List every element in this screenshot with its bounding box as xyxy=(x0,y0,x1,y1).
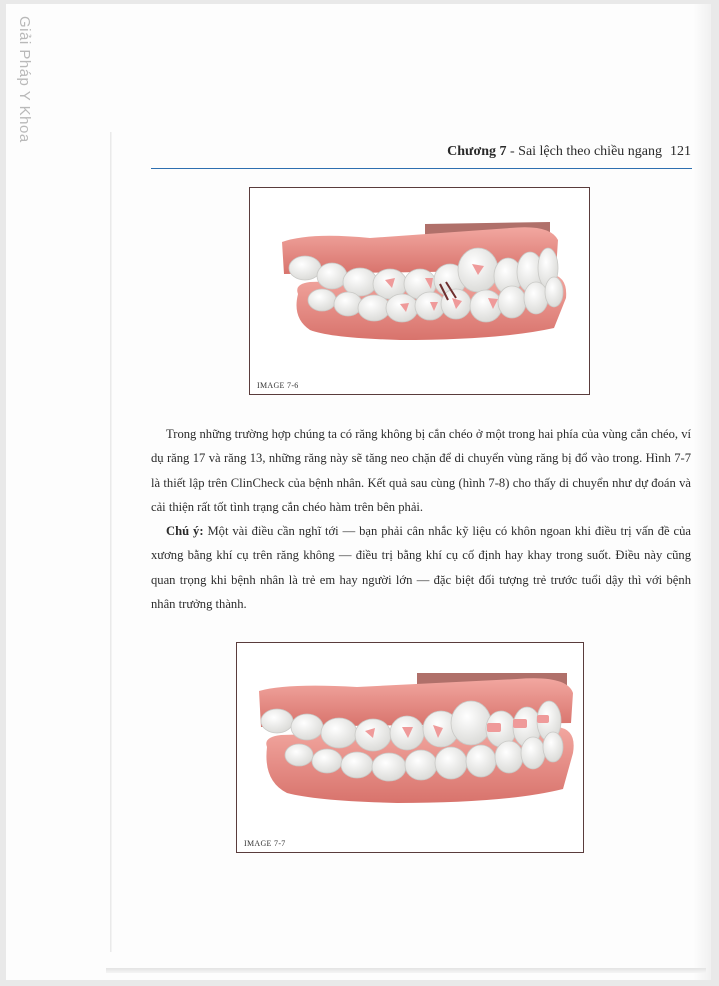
note-label: Chú ý: xyxy=(166,524,204,538)
note-text: Một vài điều cần nghĩ tới — bạn phải cân nhắc kỹ liệu có khôn ngoan khi điều trị vấn đề của xương bằng khí cụ trên răng không — điều trị bằng khí cụ cố định hay khay trong suốt. Điều này cũng quan trọng khi bệnh nhân là trẻ em hay người lớn — đặc biệt đối tượng trẻ trước tuổi dậy thì với bệnh nhân trưởng thành. xyxy=(151,524,692,611)
header-rule xyxy=(151,168,692,169)
header-separator: - xyxy=(506,144,519,159)
figure-image-7-7 xyxy=(236,642,584,853)
figure-image-7-6 xyxy=(249,187,590,395)
body-paragraph-1: Trong những trường hợp chúng ta có răng không bị cắn chéo ở một trong hai phía của vùng cắn chéo, ví dụ răng 17 và răng 13, những răng này sẽ tăng neo chặn để di chuyển vùng răng bị đổ vào trong. Hình 7-7 là thiết lập trên ClinCheck của bệnh nhân. Kết quả sau cùng (hình 7-8) cho thấy di chuyển như dự đoán và cải thiện rất tốt tình trạng cắn chéo hàm trên bên phải. xyxy=(151,427,691,514)
figure-caption: IMAGE 7-6 xyxy=(257,381,299,390)
page-right-shadow xyxy=(693,4,711,980)
page-left-edge xyxy=(110,132,112,952)
figure-caption: IMAGE 7-7 xyxy=(244,839,286,848)
page-bottom-edge xyxy=(106,968,706,973)
chapter-title: Sai lệch theo chiều ngang xyxy=(518,144,662,159)
watermark: Giải Pháp Y Khoa xyxy=(16,16,33,143)
running-header xyxy=(146,144,691,160)
page-number: 121 xyxy=(670,144,691,159)
chapter-label: Chương 7 xyxy=(447,144,507,159)
teeth-model-illustration xyxy=(237,643,583,852)
teeth-model-illustration xyxy=(250,188,589,394)
document-page xyxy=(6,4,711,980)
body-paragraph-2 xyxy=(151,519,691,616)
